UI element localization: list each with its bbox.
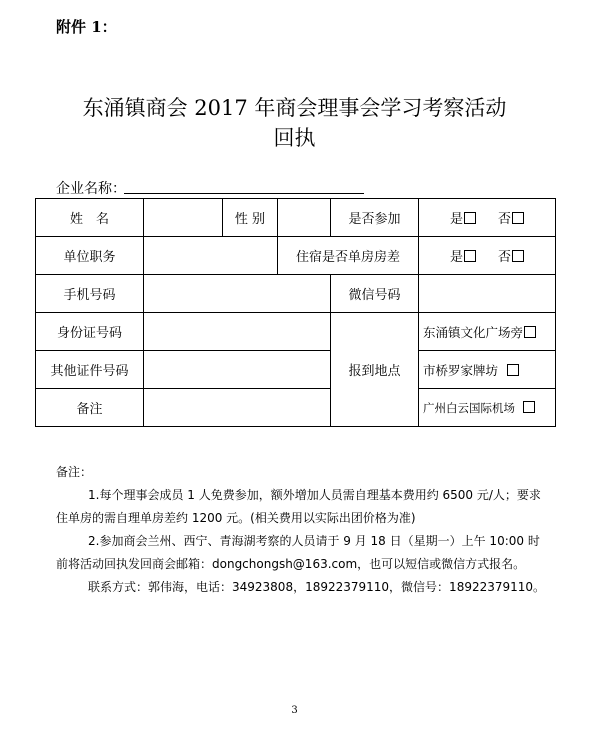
- attend-no-checkbox[interactable]: [512, 212, 524, 224]
- yes-label: 是: [449, 212, 463, 227]
- phone-field[interactable]: [144, 275, 331, 313]
- attend-label: 是否参加: [331, 199, 419, 237]
- attachment-label: 附件 1：: [56, 18, 117, 36]
- remark-label: 备注: [36, 389, 144, 427]
- notes-heading: 备注：: [56, 465, 93, 479]
- position-field[interactable]: [144, 237, 278, 275]
- document-title-line2: 回执: [273, 126, 316, 150]
- position-label: 单位职务: [36, 237, 144, 275]
- location-label: 市桥罗家牌坊: [423, 362, 499, 378]
- no-label: 否: [498, 212, 512, 227]
- note-item-2: 2.参加商会兰州、西宁、青海湖考察的人员请于 9 月 18 日（星期一）上午 10:00 时前将活动回执发回商会邮箱：dongchongsh@163.com，也可以短信或微信方式报名。: [56, 534, 540, 571]
- room-yes-checkbox[interactable]: [464, 250, 476, 262]
- id-field[interactable]: [144, 313, 331, 351]
- name-label: 姓 名: [36, 199, 144, 237]
- location-checkbox[interactable]: [523, 401, 535, 413]
- table-row: [36, 199, 556, 237]
- attend-options: [419, 199, 556, 237]
- location-label: 东涌镇文化广场旁: [423, 324, 524, 340]
- contact-info: 联系方式：郭伟海，电话：34923808，18922379110，微信号：18922379110。: [88, 580, 546, 594]
- room-no-checkbox[interactable]: [512, 250, 524, 262]
- other-id-field[interactable]: [144, 351, 331, 389]
- company-name-label: 企业名称：: [56, 181, 126, 197]
- location-option: [419, 389, 556, 427]
- registration-form-table: [35, 198, 556, 427]
- note-item-1: 1.每个理事会成员 1 人免费参加，额外增加人员需自理基本费用约 6500 元/人；要求住单房的需自理单房差约 1200 元。(相关费用以实际出团价格为准): [56, 488, 541, 525]
- name-field[interactable]: [144, 199, 223, 237]
- gender-field[interactable]: [278, 199, 331, 237]
- yes-label: 是: [449, 250, 463, 265]
- table-row: [36, 275, 556, 313]
- checkin-label: 报到地点: [331, 313, 419, 427]
- room-label: 住宿是否单房房差: [278, 237, 419, 275]
- gender-label: 性 别: [223, 199, 278, 237]
- id-label: 身份证号码: [36, 313, 144, 351]
- document-title: 东涌镇商会 2017 年商会理事会学习考察活动: [82, 96, 507, 120]
- location-option: [419, 351, 556, 389]
- attend-yes-checkbox[interactable]: [464, 212, 476, 224]
- table-row: [36, 389, 556, 427]
- wechat-label: 微信号码: [331, 275, 419, 313]
- location-option: [419, 313, 556, 351]
- room-options: [419, 237, 556, 275]
- location-checkbox[interactable]: [524, 326, 536, 338]
- location-checkbox[interactable]: [507, 364, 519, 376]
- page-number: 3: [291, 705, 298, 716]
- remark-field[interactable]: [144, 389, 331, 427]
- other-id-label: 其他证件号码: [36, 351, 144, 389]
- table-row: [36, 313, 556, 351]
- notes-section: [56, 461, 546, 599]
- phone-label: 手机号码: [36, 275, 144, 313]
- no-label: 否: [498, 250, 512, 265]
- table-row: [36, 351, 556, 389]
- table-row: [36, 237, 556, 275]
- company-name-field[interactable]: [124, 193, 364, 194]
- wechat-field[interactable]: [419, 275, 556, 313]
- location-label: 广州白云国际机场: [423, 400, 515, 415]
